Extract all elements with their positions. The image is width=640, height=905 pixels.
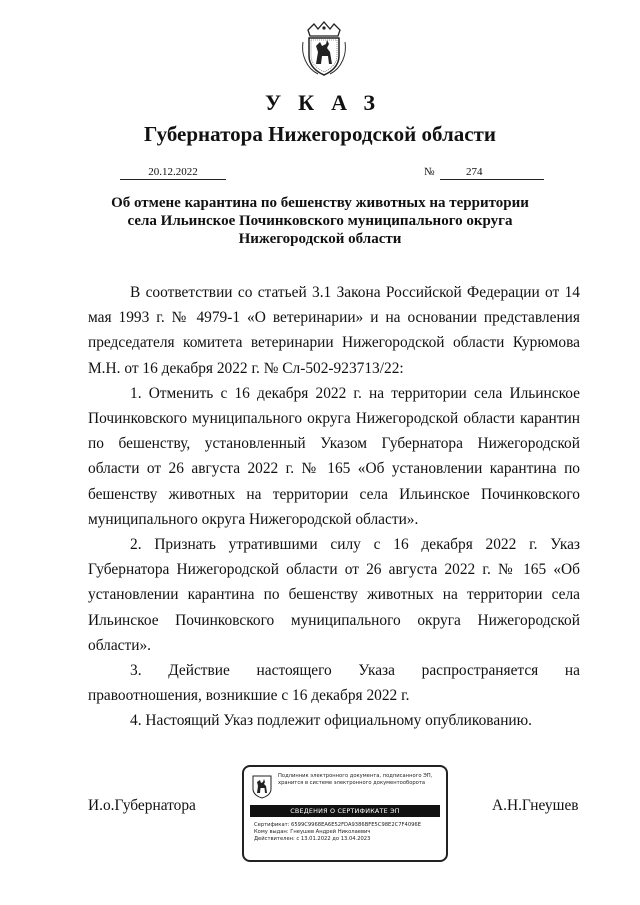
- electronic-signature-stamp: [242, 765, 448, 862]
- clause-2-paragraph: 2. Признать утратившими силу с 16 декабря 2022 г. Указ Губернатора Нижегородской области от 26 августа 2022 г. № 165 «Об установлении карантина по бешенству животных на территории села Ильинское Починковского муниципального округа Нижегородской области».: [88, 536, 580, 654]
- decree-number-label: №: [424, 166, 435, 178]
- decree-number-field: [440, 166, 544, 180]
- stamp-details: [254, 822, 444, 843]
- subject-line: села Ильинское Починковского муниципального округа: [127, 213, 513, 229]
- decree-issuer: Губернатора Нижегородской области: [144, 122, 496, 146]
- stamp-note: Подлинник электронного документа, подписанного ЭП, хранится в системе электронного документооборота: [278, 773, 433, 786]
- decree-body: [88, 280, 580, 734]
- signer-title: И.о.Губернатора: [88, 797, 196, 814]
- decree-title: УКАЗ: [264, 90, 393, 115]
- decree-number: 274: [466, 166, 483, 178]
- preamble-paragraph: В соответствии со статьей 3.1 Закона Российской Федерации от 14 мая 1993 г. № 4979-1 «О ветеринарии» и на основании представления председателя комитета ветеринарии Нижегородской области Курюмова М.Н. от 16 декабря 2022 г. № Сл-502-923713/22:: [88, 284, 580, 377]
- signer-name: А.Н.Гнеушев: [492, 797, 579, 814]
- clause-4-paragraph: 4. Настоящий Указ подлежит официальному опубликованию.: [130, 712, 533, 730]
- stamp-certificate: Сертификат: 6599C9968EA6E52FDA9386BFE5C98E2C7F4096E: [254, 822, 422, 828]
- nizhny-novgorod-coat-of-arms-icon: [300, 20, 348, 78]
- clause-1-paragraph: 1. Отменить с 16 декабря 2022 г. на территории села Ильинское Починковского муниципального округа Нижегородской области карантин по бешенству, установленный Указом Губернатора Нижегородской области от 26 августа 2022 г. № 165 «Об установлении карантина по бешенству животных на территории села Ильинское Починковского муниципального округа Нижегородской области».: [88, 384, 580, 528]
- decree-subject: [100, 194, 540, 248]
- stamp-owner: Кому выдан: Гнеушев Андрей Николаевич: [254, 829, 371, 835]
- stamp-header: СВЕДЕНИЯ О СЕРТИФИКАТЕ ЭП: [250, 805, 440, 817]
- stamp-validity: Действителен: с 13.01.2022 до 13.04.2023: [254, 836, 371, 842]
- subject-line: Об отмене карантина по бешенству животных на территории: [111, 195, 529, 211]
- subject-line: Нижегородской области: [238, 231, 402, 247]
- deer-emblem-icon: [252, 775, 272, 799]
- decree-date: 20.12.2022: [120, 166, 226, 180]
- clause-3-paragraph: 3. Действие настоящего Указа распространяется на правоотношения, возникшие с 16 декабря 2022 г.: [88, 662, 580, 705]
